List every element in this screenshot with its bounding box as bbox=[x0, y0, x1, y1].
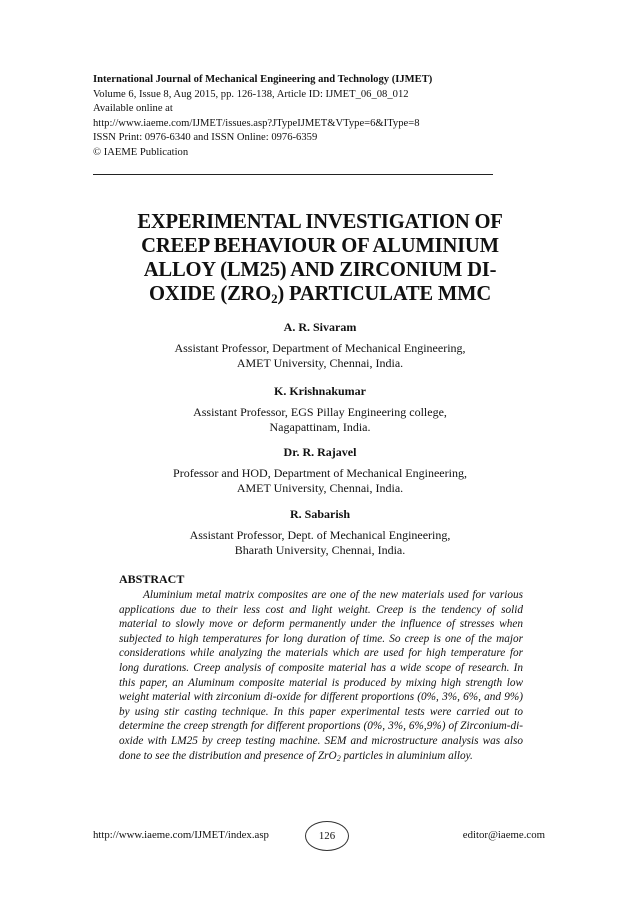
abstract-end: particles in aluminium alloy. bbox=[340, 749, 473, 762]
issn-line: ISSN Print: 0976-6340 and ISSN Online: 0976-6359 bbox=[93, 132, 318, 144]
footer-email[interactable]: editor@iaeme.com bbox=[462, 829, 545, 841]
author-affiliation: Assistant Professor, EGS Pillay Engineering college, bbox=[193, 404, 447, 419]
page-number: 126 bbox=[305, 821, 349, 851]
author-block-2 bbox=[98, 384, 542, 436]
author-affiliation: Professor and HOD, Department of Mechanical Engineering, bbox=[173, 465, 467, 480]
volume-line: Volume 6, Issue 8, Aug 2015, pp. 126-138, Article ID: IJMET_06_08_012 bbox=[93, 88, 409, 100]
header-divider bbox=[93, 174, 493, 175]
author-affiliation: Nagapattinam, India. bbox=[269, 420, 371, 434]
journal-name: International Journal of Mechanical Engineering and Technology (IJMET) bbox=[93, 74, 433, 85]
author-block-3 bbox=[98, 445, 542, 497]
abstract-main: Aluminium metal matrix composites are one of the new materials used for various applications due to their less cost and light weight. Creep is the tendency of solid material to slowly move or deform permanently under the influence of stresses when subjected to high temperatures for long duration of time. So creep is one of the major considerations while analyzing the materials which are used for high temperature for long durations. Creep analysis of composite material has a wide scope of research. In this paper, an Aluminum composite material is produced by mixing high strength low weight material with zirconium di-oxide for different proportions (0%, 3%, 6%, and 9%) by using stir casting technique. In this paper experimental tests were carried out to determine the creep strength for different proportions (0%, 3%, 6%,9%) of Zirconium-di-oxide with LM25 by creep testing machine. SEM and microstructure analysis was also done to see the distribution and presence of ZrO bbox=[119, 589, 523, 762]
author-name: Dr. R. Rajavel bbox=[283, 445, 357, 459]
title-line-4-post: ) PARTICULATE MMC bbox=[277, 283, 492, 305]
author-block-4 bbox=[98, 507, 542, 559]
author-affiliation: Assistant Professor, Dept. of Mechanical Engineering, bbox=[189, 527, 451, 542]
title-line-4 bbox=[98, 282, 542, 306]
title-line-1: EXPERIMENTAL INVESTIGATION OF bbox=[137, 211, 503, 233]
abstract-heading: ABSTRACT bbox=[119, 572, 185, 586]
author-block-1 bbox=[98, 320, 542, 372]
author-affiliation: AMET University, Chennai, India. bbox=[236, 481, 404, 495]
author-name: K. Krishnakumar bbox=[273, 384, 366, 398]
author-name: R. Sabarish bbox=[289, 507, 351, 521]
title-line-2: CREEP BEHAVIOUR OF ALUMINIUM bbox=[141, 235, 499, 257]
copyright-line: © IAEME Publication bbox=[93, 146, 189, 158]
author-name: A. R. Sivaram bbox=[283, 320, 357, 334]
title-line-4-pre: OXIDE (ZRO bbox=[148, 283, 272, 305]
title-line-3: ALLOY (LM25) AND ZIRCONIUM DI- bbox=[143, 259, 497, 281]
author-affiliation: AMET University, Chennai, India. bbox=[236, 356, 404, 370]
journal-header bbox=[93, 73, 513, 161]
author-affiliation: Bharath University, Chennai, India. bbox=[234, 543, 406, 557]
journal-url[interactable]: http://www.iaeme.com/IJMET/issues.asp?JTypeIJMET&VType=6&IType=8 bbox=[93, 117, 420, 129]
available-online: Available online at bbox=[93, 103, 173, 115]
page-footer bbox=[93, 821, 545, 851]
paper-title bbox=[98, 210, 542, 306]
footer-url[interactable]: http://www.iaeme.com/IJMET/index.asp bbox=[93, 829, 269, 841]
title-subscript: 2 bbox=[271, 291, 278, 306]
abstract-text bbox=[119, 588, 523, 763]
abstract-subscript: 2 bbox=[336, 753, 341, 763]
author-affiliation: Assistant Professor, Department of Mechanical Engineering, bbox=[174, 340, 466, 355]
